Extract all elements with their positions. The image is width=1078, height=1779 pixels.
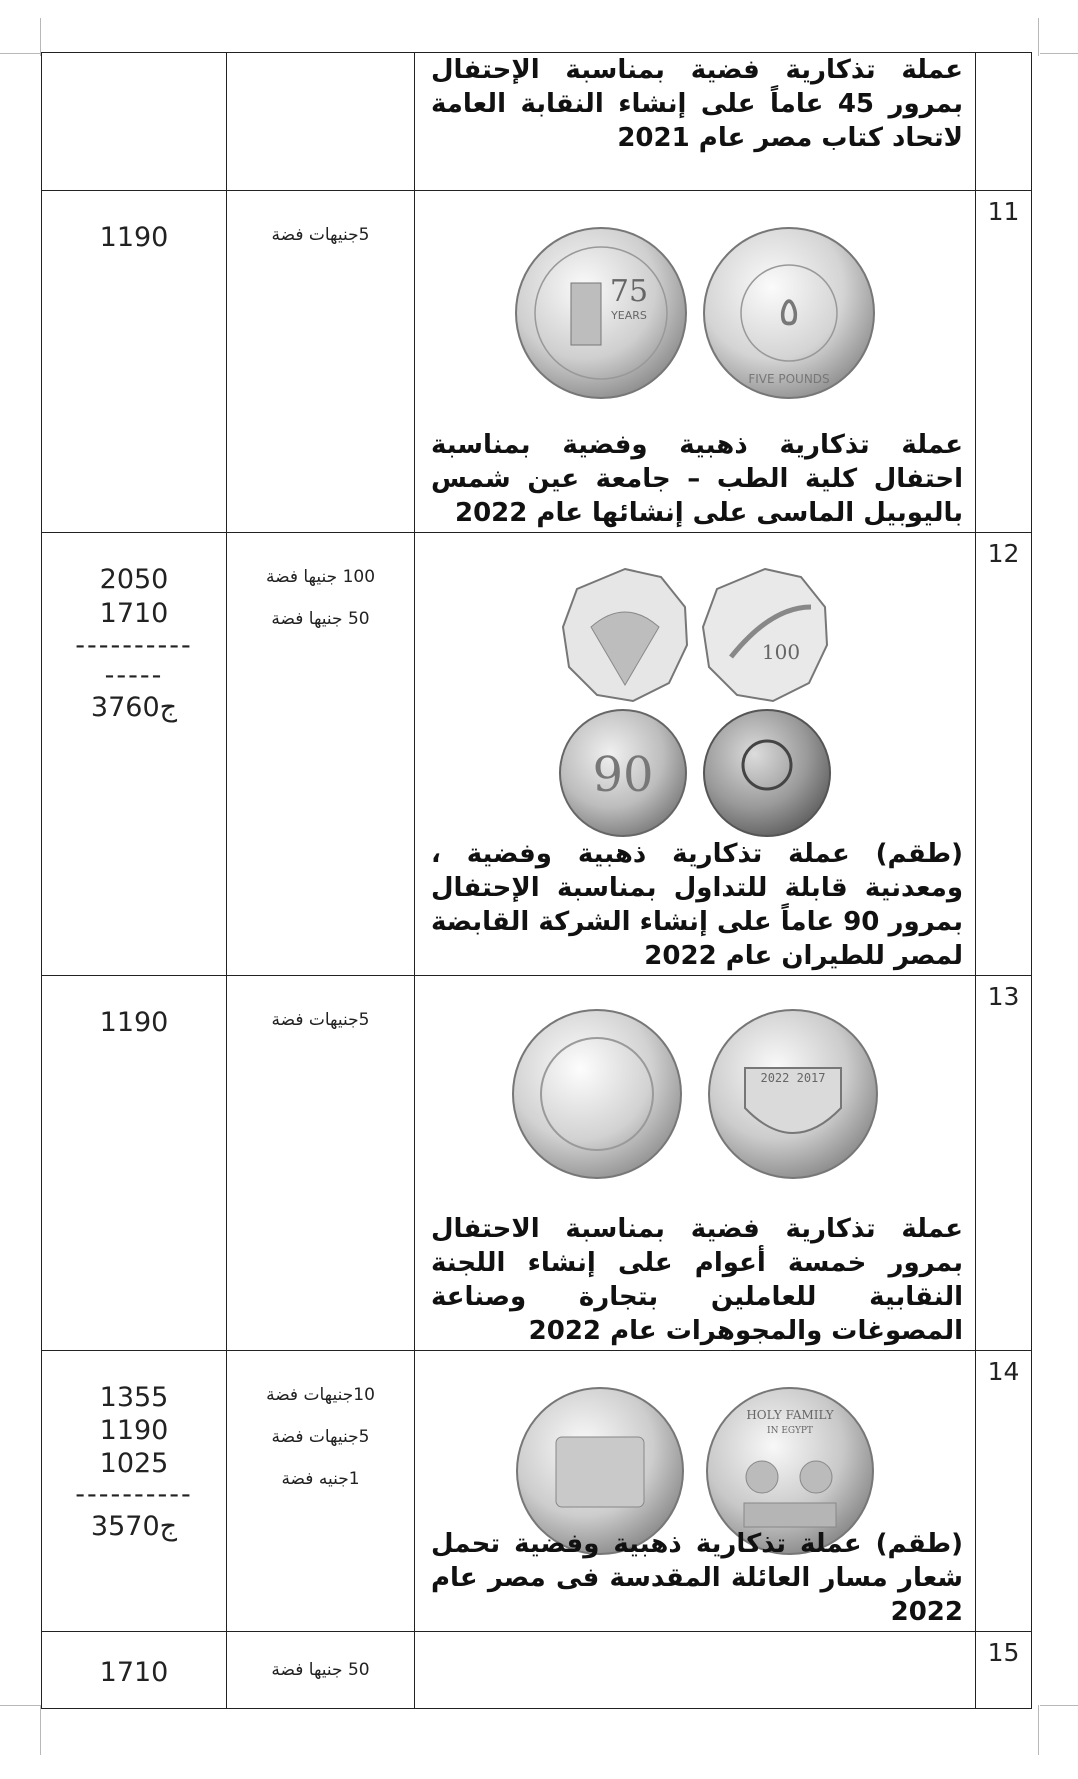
number-cell xyxy=(976,1632,1032,1709)
table-row xyxy=(42,976,1032,1351)
price-cell xyxy=(42,1632,227,1709)
table-row xyxy=(42,1632,1032,1709)
item-number: 15 xyxy=(987,1638,1020,1667)
coin-text: YEARS xyxy=(611,309,648,322)
table-row xyxy=(42,533,1032,976)
coin-text: 75 xyxy=(610,274,649,309)
description-cell xyxy=(415,1632,976,1709)
price-cell xyxy=(42,191,227,533)
item-number: 13 xyxy=(987,982,1020,1011)
coin-image xyxy=(701,225,877,401)
number-cell xyxy=(976,533,1032,976)
coin-catalog-table xyxy=(41,52,1032,1709)
separator-line: ---------- xyxy=(75,630,193,661)
crop-mark xyxy=(1038,1705,1039,1755)
description-cell xyxy=(415,1351,976,1632)
coin-image xyxy=(561,567,689,703)
denomination-cell xyxy=(227,976,415,1351)
denomination-cell xyxy=(227,191,415,533)
description-cell xyxy=(415,53,976,191)
coin-description: (طقم) عملة تذكارية ذهبية وفضية ، ومعدنية قابلة للتداول بمناسبة الإحتفال بمرور 90 عاماً على إنشاء الشركة القابضة لمصر للطيران عام 2022 xyxy=(431,839,963,971)
price-cell xyxy=(42,53,227,191)
crop-mark xyxy=(0,53,40,54)
description-cell xyxy=(415,191,976,533)
table-row xyxy=(42,53,1032,191)
crop-mark xyxy=(40,1705,41,1755)
price-cell xyxy=(42,1351,227,1632)
price-total: 3570ج xyxy=(90,1511,178,1542)
number-cell xyxy=(976,1351,1032,1632)
description-cell xyxy=(415,533,976,976)
coin-images xyxy=(415,225,975,401)
crop-mark xyxy=(0,1705,40,1706)
coin-image xyxy=(701,707,833,839)
coin-text: FIVE POUNDS xyxy=(747,372,830,386)
denomination: 100 جنيها فضة xyxy=(265,567,376,587)
description-cell xyxy=(415,976,976,1351)
coin-image xyxy=(557,707,689,839)
item-number: 14 xyxy=(987,1357,1020,1386)
denomination: 5جنيهات فضة xyxy=(271,225,370,245)
coin-images xyxy=(415,1008,975,1180)
coin-images xyxy=(415,567,975,839)
coin-text: 100 xyxy=(761,640,800,664)
coin-text: HOLY FAMILY xyxy=(745,1408,834,1422)
denomination: 5جنيهات فضة xyxy=(271,1427,370,1447)
separator-line: ---------- xyxy=(75,1479,193,1510)
price-cell xyxy=(42,533,227,976)
denomination-cell xyxy=(227,1632,415,1709)
coin-description: عملة تذكارية فضية بمناسبة الاحتفال بمرور خمسة أعوام على إنشاء اللجنة النقابية للعاملين بتجارة وصناعة المصوغات والمجوهرات عام 2022 xyxy=(431,1214,963,1346)
price-value: 1710 xyxy=(99,1657,169,1688)
table-row xyxy=(42,191,1032,533)
price-value: 1190 xyxy=(99,1415,169,1446)
crop-mark xyxy=(1040,53,1078,54)
coin-image xyxy=(701,567,829,703)
denomination-cell xyxy=(227,53,415,191)
coin-description: (طقم) عملة تذكارية ذهبية وفضية تحمل شعار مسار العائلة المقدسة فى مصر عام 2022 xyxy=(431,1529,963,1627)
price-cell xyxy=(42,976,227,1351)
coin-image xyxy=(705,1008,881,1180)
denomination-cell xyxy=(227,1351,415,1632)
price-total: 3760ج xyxy=(90,692,178,723)
coin-image xyxy=(509,1008,685,1180)
price-value: 1710 xyxy=(99,598,169,629)
table-row xyxy=(42,1351,1032,1632)
denomination-cell xyxy=(227,533,415,976)
price-value: 1190 xyxy=(99,1007,169,1038)
separator-line: ----- xyxy=(104,660,164,691)
denomination: 10جنيهات فضة xyxy=(266,1385,375,1405)
coin-text: 90 xyxy=(592,747,654,803)
crop-mark xyxy=(1040,1705,1078,1706)
crop-mark xyxy=(1038,18,1039,56)
denomination: 1جنيه فضة xyxy=(281,1469,360,1489)
coin-description: عملة تذكارية ذهبية وفضية بمناسبة احتفال كلية الطب – جامعة عين شمس باليوبيل الماسى على إنشائها عام 2022 xyxy=(431,430,963,528)
item-number: 11 xyxy=(987,197,1020,226)
number-cell xyxy=(976,976,1032,1351)
denomination: 5جنيهات فضة xyxy=(271,1010,370,1030)
item-number: 12 xyxy=(987,539,1020,568)
denomination: 50 جنيها فضة xyxy=(271,609,370,629)
coin-image xyxy=(513,225,689,401)
crop-mark xyxy=(40,18,41,56)
coin-text: ٥ xyxy=(777,289,800,335)
price-value: 1190 xyxy=(99,222,169,253)
number-cell xyxy=(976,53,1032,191)
coin-text: 2022 2017 xyxy=(760,1071,826,1085)
price-value: 1355 xyxy=(99,1382,169,1413)
price-value: 2050 xyxy=(99,564,169,595)
price-value: 1025 xyxy=(99,1448,169,1479)
denomination: 50 جنيها فضة xyxy=(271,1660,370,1680)
number-cell xyxy=(976,191,1032,533)
coin-text: IN EGYPT xyxy=(766,1426,813,1436)
coin-description: عملة تذكارية فضية بمناسبة الإحتفال بمرور 45 عاماً على إنشاء النقابة العامة لاتحاد كتاب مصر عام 2021 xyxy=(431,55,963,153)
